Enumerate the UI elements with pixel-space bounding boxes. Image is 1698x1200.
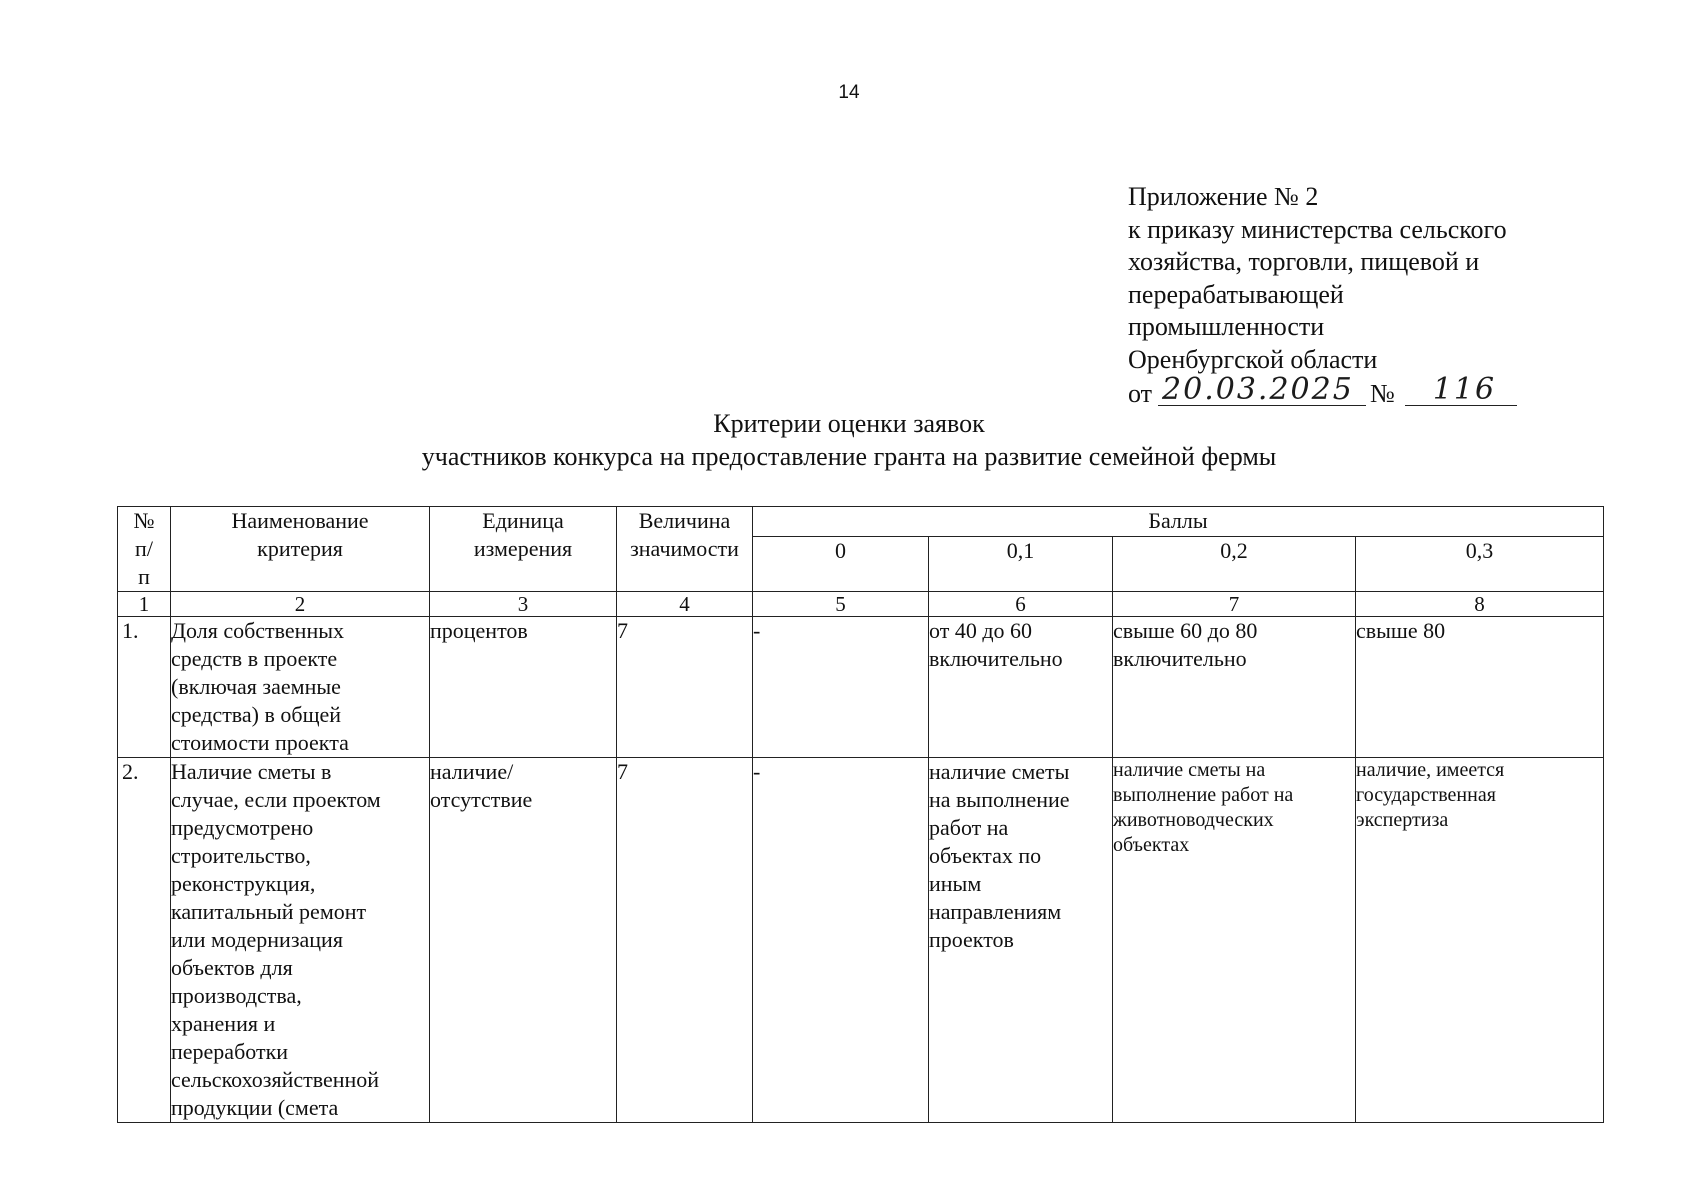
score-0-cell: - — [753, 617, 929, 758]
date-prefix: от — [1128, 378, 1153, 408]
criterion-weight: 7 — [617, 758, 753, 1123]
appendix-line: Оренбургской области — [1128, 344, 1378, 374]
number-label: № — [1370, 378, 1395, 408]
score-03-cell: свыше 80 — [1356, 617, 1604, 758]
appendix-line: промышленности — [1128, 312, 1325, 342]
header-weight: Величина значимости — [617, 507, 753, 592]
criterion-unit: процентов — [430, 617, 617, 758]
header-criterion-name: Наименование критерия — [171, 507, 430, 592]
column-index: 6 — [929, 592, 1113, 617]
column-index: 5 — [753, 592, 929, 617]
handwritten-number: 116 — [1432, 371, 1497, 407]
criterion-weight: 7 — [617, 617, 753, 758]
appendix-date-line — [1128, 371, 1648, 411]
document-title: Критерии оценки заявок — [713, 409, 985, 438]
score-02-cell: наличие сметы на выполнение работ на животноводческих объектах — [1113, 758, 1356, 1123]
header-score-0: 0 — [753, 537, 929, 592]
criterion-unit: наличие/ отсутствие — [430, 758, 617, 1123]
number-field — [1405, 371, 1517, 407]
column-index: 8 — [1356, 592, 1604, 617]
criterion-name: Доля собственных средств в проекте (включая заемные средства) в общей стоимости проекта — [171, 617, 430, 758]
score-02-cell: свыше 60 до 80 включительно — [1113, 617, 1356, 758]
appendix-line: перерабатывающей — [1128, 279, 1344, 309]
header-score-01: 0,1 — [929, 537, 1113, 592]
column-index-row — [118, 592, 1604, 617]
column-index: 2 — [171, 592, 430, 617]
appendix-line: Приложение № 2 — [1128, 182, 1319, 211]
score-01-cell: от 40 до 60 включительно — [929, 617, 1113, 758]
column-index: 4 — [617, 592, 753, 617]
criteria-table — [117, 506, 1604, 1123]
document-subtitle: участников конкурса на предоставление гранта на развитие семейной фермы — [421, 442, 1277, 471]
handwritten-date: 20.03.2025 — [1162, 371, 1354, 407]
score-0-cell: - — [753, 758, 929, 1123]
column-index: 7 — [1113, 592, 1356, 617]
header-scores: Баллы — [753, 507, 1604, 537]
header-unit: Единица измерения — [430, 507, 617, 592]
row-number: 1. — [118, 617, 171, 758]
page-number: 14 — [838, 82, 860, 103]
criterion-name: Наличие сметы в случае, если проектом предусмотрено строительство, реконструкция, капитальный ремонт или модернизация объектов для производства, хранения и переработки сельскохозяйственной продукции (смета — [171, 758, 430, 1123]
date-field — [1158, 371, 1366, 407]
header-score-02: 0,2 — [1113, 537, 1356, 592]
appendix-line: хозяйства, торговли, пищевой и — [1128, 247, 1480, 277]
appendix-line: к приказу министерства сельского — [1128, 214, 1507, 244]
row-number: 2. — [118, 758, 171, 1123]
column-index: 1 — [118, 592, 171, 617]
score-03-cell: наличие, имеется государственная экспертиза — [1356, 758, 1604, 1123]
header-score-03: 0,3 — [1356, 537, 1604, 592]
table-row — [118, 617, 1604, 758]
table-row — [118, 758, 1604, 1123]
appendix-block — [1128, 181, 1648, 410]
score-01-cell: наличие сметы на выполнение работ на объектах по иным направлениям проектов — [929, 758, 1113, 1123]
header-num: № п/ п — [118, 507, 171, 592]
column-index: 3 — [430, 592, 617, 617]
